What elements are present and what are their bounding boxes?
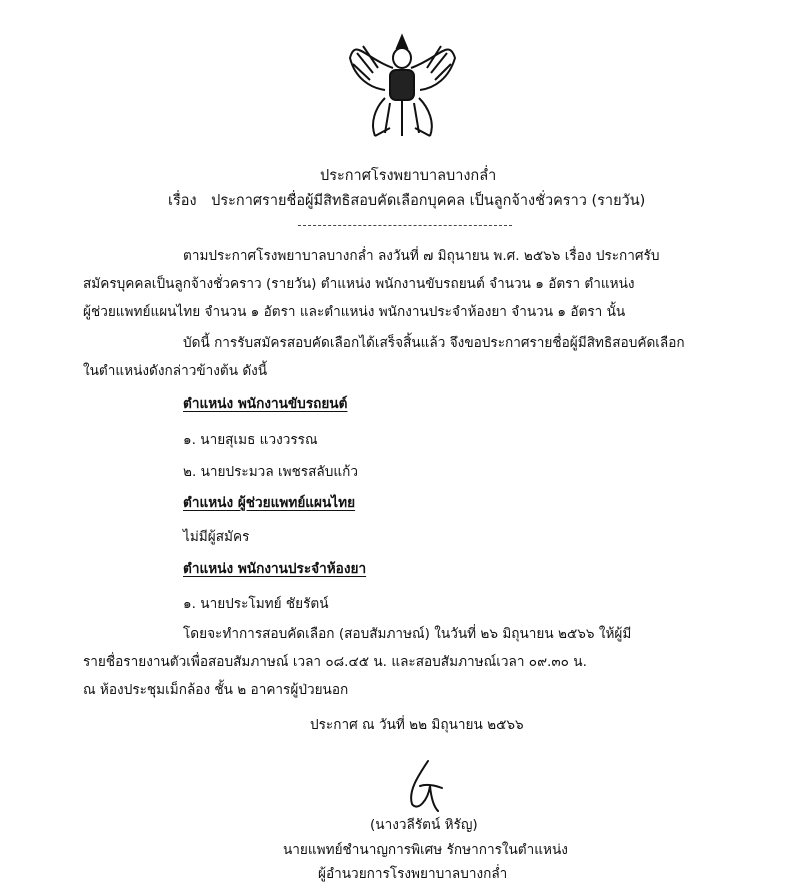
candidate-driver-2: ๒. นายประมวล เพชรสลับแก้ว [183, 464, 358, 480]
signatory-title-1: นายแพทย์ชำนาญการพิเศษ รักษาการในตำแหน่ง [283, 842, 568, 858]
handwritten-signature [400, 756, 450, 816]
paragraph-2-line-2: ในตำแหน่งดังกล่าวข้างต้น ดังนี้ [83, 363, 268, 379]
subject-text: ประกาศรายชื่อผู้มีสิทธิสอบคัดเลือกบุคคล เป็นลูกจ้างชั่วคราว (รายวัน) [211, 193, 646, 209]
document-title: ประกาศโรงพยาบาลบางกล่ำ [320, 168, 497, 184]
garuda-emblem-icon [345, 28, 460, 143]
exam-line-2: รายชื่อรายงานตัวเพื่อสอบสัมภาษณ์ เวลา ๐๘.๔๕ น. และสอบสัมภาษณ์เวลา ๐๙.๓๐ น. [83, 654, 587, 670]
paragraph-2-line-1: บัดนี้ การรับสมัครสอบคัดเลือกได้เสร็จสิ้นแล้ว จึงขอประกาศรายชื่อผู้มีสิทธิสอบคัดเลือก [183, 335, 685, 351]
subject-line [168, 189, 645, 212]
position-heading-driver: ตำแหน่ง พนักงานขับรถยนต์ [183, 396, 348, 412]
subject-label: เรื่อง [168, 193, 197, 209]
exam-line-1: โดยจะทำการสอบคัดเลือก (สอบสัมภาษณ์) ในวันที่ ๒๖ มิถุนายน ๒๕๖๖ ให้ผู้มี [183, 626, 632, 642]
announcement-date: ประกาศ ณ วันที่ ๒๒ มิถุนายน ๒๕๖๖ [310, 717, 524, 733]
signatory-name: (นางวลีรัตน์ หิรัญ) [370, 817, 478, 833]
title-divider [298, 225, 512, 226]
position-heading-thai-medicine: ตำแหน่ง ผู้ช่วยแพทย์แผนไทย [183, 495, 356, 511]
paragraph-1-line-2: สมัครบุคคลเป็นลูกจ้างชั่วคราว (รายวัน) ตำแหน่ง พนักงานขับรถยนต์ จำนวน ๑ อัตรา ตำแหน่ง [83, 276, 635, 292]
candidate-driver-1: ๑. นายสุเมธ แวงวรรณ [183, 432, 318, 448]
position-heading-pharmacy: ตำแหน่ง พนักงานประจำห้องยา [183, 561, 367, 577]
exam-line-3: ณ ห้องประชุมเม็กล้อง ชั้น ๒ อาคารผู้ป่วยนอก [83, 682, 349, 698]
paragraph-1-line-1: ตามประกาศโรงพยาบาลบางกล่ำ ลงวันที่ ๗ มิถุนายน พ.ศ. ๒๕๖๖ เรื่อง ประกาศรับ [183, 248, 660, 264]
paragraph-1-line-3: ผู้ช่วยแพทย์แผนไทย จำนวน ๑ อัตรา และตำแหน่ง พนักงานประจำห้องยา จำนวน ๑ อัตรา นั้น [83, 304, 626, 320]
signatory-title-2: ผู้อำนวยการโรงพยาบาลบางกล่ำ [318, 866, 508, 882]
candidate-pharmacy-1: ๑. นายประโมทย์ ชัยรัตน์ [183, 596, 329, 612]
no-applicant-note: ไม่มีผู้สมัคร [183, 529, 250, 545]
